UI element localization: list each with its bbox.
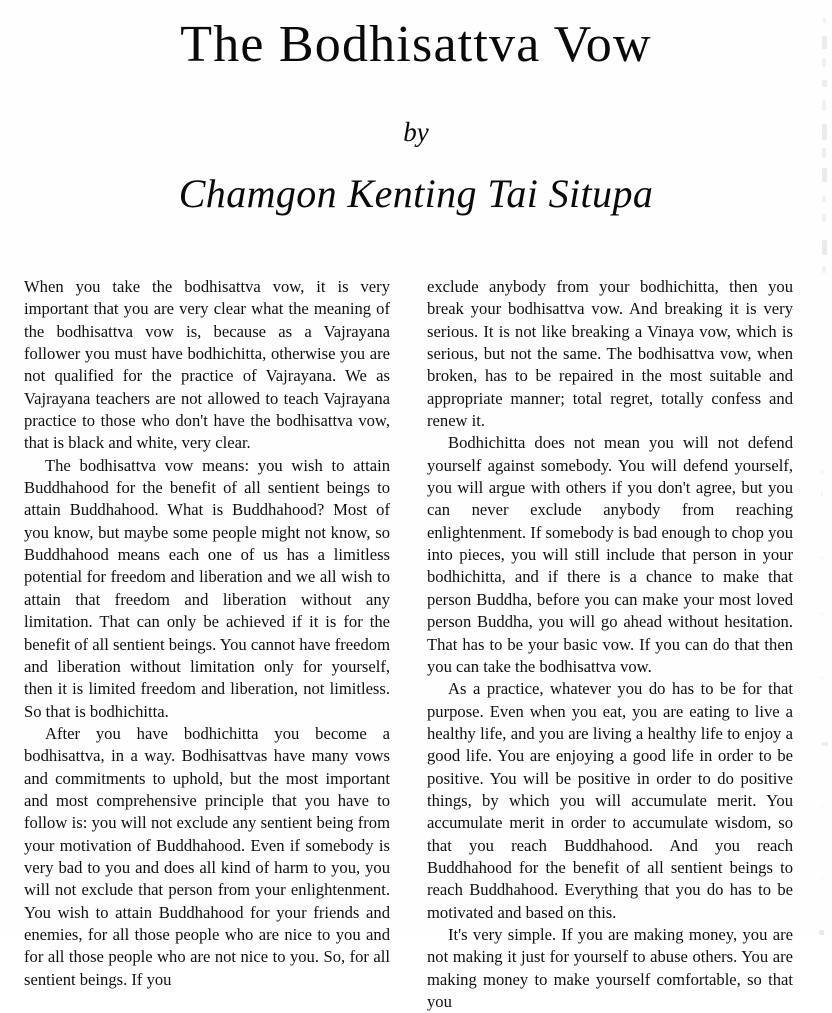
text-column-right: [427, 276, 793, 1013]
body-columns: [24, 276, 810, 1013]
masthead: [0, 0, 832, 217]
page-title: The Bodhisattva Vow: [180, 16, 652, 73]
paragraph: As a practice, whatever you do has to be for that purpose. Even when you eat, you are eating to live a healthy life, and you are living a healthy life to enjoy a good life. You are enjoying a good life in order to be positive. You will be positive in order to do positive things, by which you will accumulate merit. You accumulate merit in order to accumulate wisdom, so that you reach Buddhahood. And you reach Buddhahood for the benefit of all sentient beings to reach Buddhahood. Everything that you do has to be motivated and based on this.: [427, 679, 793, 922]
paragraph: After you have bodhichitta you become a bodhisattva, in a way. Bodhisattvas have many vows and commitments to uphold, but the most important and most comprehensive principle that you have to follow is: you will not exclude any sentient being from your motivation of Buddhahood. Even if somebody is very bad to you and does all kind of harm to you, you will not exclude that person from your enlightenment. You wish to attain Buddhahood for your friends and enemies, for all those people who are nice to you and for all those people who are not nice to you. So, for all sentient beings. If you: [24, 723, 390, 989]
paragraph: It's very simple. If you are making money, you are not making it just for yourself to abuse others. You are making money to make yourself comfortable, so that you: [427, 924, 793, 1011]
paragraph: The bodhisattva vow means: you wish to attain Buddhahood for the benefit of all sentient beings to attain Buddhahood. What is Buddhahood? Most of you know, but maybe some people might not know, so Buddhahood means each one of us has a limitless potential for freedom and liberation and we all wish to attain that freedom and liberation without any limitation. That can only be achieved if it is for the benefit of all sentient beings. You cannot have freedom and liberation without limitation only for yourself, then it is limited freedom and liberation, not limitless. So that is bodhichitta.: [24, 455, 390, 721]
author-name: Chamgon Kenting Tai Situpa: [178, 170, 654, 216]
paragraph: Bodhichitta does not mean you will not defend yourself against somebody. You will defend yourself, you will argue with others if you don't agree, but you can never exclude anybody from reaching enlightenment. If somebody is bad enough to chop you into pieces, you will still include that person in your bodhichitta, and if there is a chance to make that person Buddha, before you can make your most loved person Buddha, you will go ahead without hesitation. That has to be your basic vow. If you can do that then you can take the bodhisattva vow.: [427, 433, 793, 676]
paragraph: exclude anybody from your bodhichitta, then you break your bodhisattva vow. And breaking it is very serious. It is not like breaking a Vinaya vow, which is serious, but not the same. The bodhisattva vow, when broken, has to be repaired in the most suitable and appropriate manner; total regret, totally confess and renew it.: [427, 277, 793, 431]
paragraph: When you take the bodhisattva vow, it is very important that you are very clear what the meaning of the bodhisattva vow is, because as a Vajrayana follower you must have bodhichitta, otherwise you are not qualified for the practice of Vajrayana. We as Vajrayana teachers are not allowed to teach Vajrayana practice to those who don't have the bodhisattva vow, that is black and white, very clear.: [24, 277, 390, 453]
byline-label: by: [403, 116, 429, 147]
text-column-left: [24, 276, 390, 991]
